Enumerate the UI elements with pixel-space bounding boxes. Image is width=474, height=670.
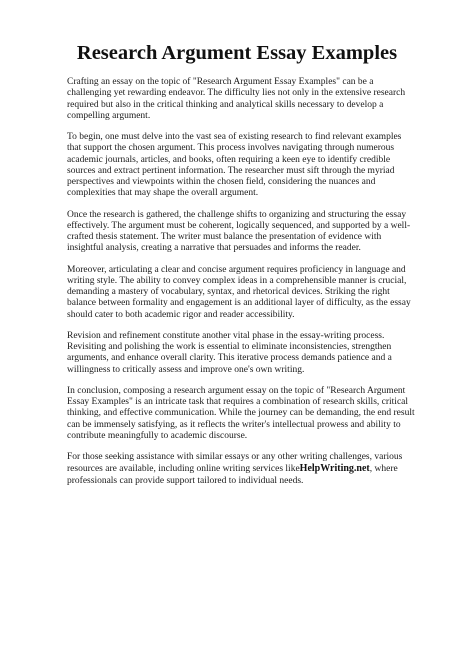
paragraph-research: To begin, one must delve into the vast sea of existing research to find relevant examples that support the chosen argument. This process involves navigating through numerous academic journals, articles, and books, often requiring a keen eye to identify credible sources and extract pertinent information. The researcher must sift through the myriad perspectives and viewpoints within the chosen field, considering the nuances and complexities that may shape the overall argument. xyxy=(67,132,402,199)
resources-text-after: , where professionals can provide support tailored to individual needs. xyxy=(67,464,398,486)
paragraph-language: Moreover, articulating a clear and concise argument requires proficiency in language and writing style. The ability to convey complex ideas in a comprehensible manner is crucial, demanding a mastery of vocabulary, syntax, and rhetorical devices. Striking the right balance between formality and engagement is an additional layer of difficulty, as the essay should cater to both academic rigor and reader accessibility. xyxy=(67,264,411,320)
paragraph-resources xyxy=(67,452,417,487)
page-title: Research Argument Essay Examples xyxy=(76,42,398,64)
paragraph-conclusion: In conclusion, composing a research argument essay on the topic of "Research Argument Essay Examples" is an intricate task that requires a combination of research skills, critical thinking, and effective communication. While the journey can be demanding, the end result can be immensely satisfying, as it reflects the writer's intellectual prowess and ability to contribute meaningfully to academic discourse. xyxy=(67,385,415,441)
paragraph-intro: Crafting an essay on the topic of "Research Argument Essay Examples" can be a challenging yet rewarding endeavor. The difficulty lies not only in the extensive research required but also in the critical thinking and analytical skills necessary to develop a compelling argument. xyxy=(67,77,406,121)
resources-text-before: For those seeking assistance with similar essays or any other writing challenges, various resources are available, including online writing services like xyxy=(67,452,403,475)
paragraph-revision: Revision and refinement constitute another vital phase in the essay-writing process. Revisiting and polishing the work is essential to eliminate inconsistencies, strengthen arguments, and enhance overall clarity. This iterative process demands patience and a willingness to critically assess and improve one's own writing. xyxy=(67,330,392,375)
paragraph-structure: Once the research is gathered, the challenge shifts to organizing and structuring the essay effectively. The argument must be coherent, logically sequenced, and supported by a well-crafted thesis statement. The writer must balance the presentation of evidence with insightful analysis, creating a narrative that persuades and informs the reader. xyxy=(67,209,411,254)
document-body xyxy=(67,77,417,497)
helpwriting-link[interactable]: HelpWriting.net xyxy=(299,463,370,475)
